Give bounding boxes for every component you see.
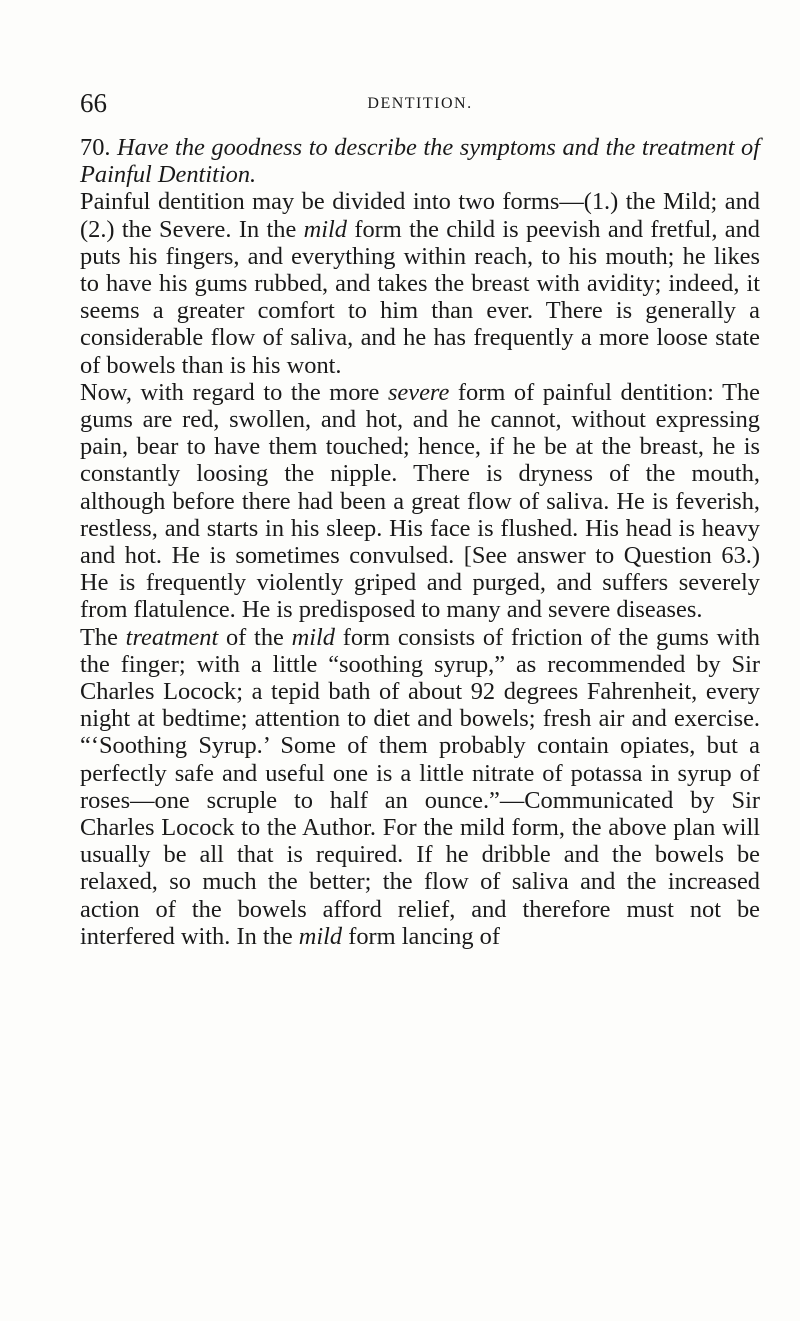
paragraph-severe-form	[80, 379, 760, 624]
text-segment: Painful dentition may be divided into two forms—(1.) the Mild; and (2.) the Severe. In the	[80, 188, 760, 243]
italic-text-segment: mild	[291, 623, 335, 651]
running-title: DENTITION.	[367, 95, 473, 112]
paragraph-mild-form	[80, 188, 760, 378]
italic-text-segment: severe	[387, 378, 450, 406]
text-segment: Now, with regard to the more	[80, 378, 388, 406]
text-segment: The	[80, 623, 126, 651]
text-segment: form of painful dentition: The gums are red, swollen, and hot, and he cannot, without expressing pain, bear to have them touched; hence, if he be at the breast, he is constantly loosing the nipple. There is dryness of the mouth, although before there had been a great flow of saliva. He is feverish, restless, and starts in his sleep. His face is flushed. His head is heavy and hot. He is sometimes convulsed. [See answer to Question 63.) He is frequently violently griped and purged, and suffers severely from flatulence. He is predisposed to many and severe diseases.	[80, 378, 760, 624]
question-heading	[80, 134, 760, 188]
question-text: Have the goodness to describe the symptoms and the treatment of Painful Dentition.	[80, 134, 760, 189]
body-text	[80, 134, 760, 950]
text-segment: form consists of friction of the gums with the finger; with a little “soothing syrup,” as recommended by Sir Charles Locock; a tepid bath of about 92 degrees Fahrenheit, every night at bedtime; attention to diet and bowels; fresh air and exercise. “‘Soothing Syrup.’ Some of them probably contain opiates, but a perfectly safe and useful one is a little nitrate of potassa in syrup of roses—one scruple to half an ounce.”—Communicated by Sir Charles Locock to the Author. For the mild form, the above plan will usually be all that is required. If he dribble and the bowels be relaxed, so much the better; the flow of saliva and the increased action of the bowels afford relief, and therefore must not be interfered with. In the	[80, 623, 760, 950]
italic-text-segment: treatment	[125, 623, 219, 651]
text-segment: of the	[218, 623, 292, 651]
paragraph-treatment	[80, 624, 760, 950]
page-number: 66	[80, 88, 107, 118]
text-segment: form the child is peevish and fretful, and puts his fingers, and everything within reach, to his mouth; he likes to have his gums rubbed, and takes the breast with avidity; indeed, it seems a greater comfort to him than ever. There is generally a considerable flow of saliva, and he has frequently a more loose state of bowels than is his wont.	[80, 215, 760, 379]
question-number: 70.	[80, 134, 111, 161]
italic-text-segment: mild	[303, 215, 348, 243]
running-head	[80, 88, 760, 118]
italic-text-segment: mild	[298, 922, 343, 950]
text-segment: form lancing of	[342, 922, 500, 950]
